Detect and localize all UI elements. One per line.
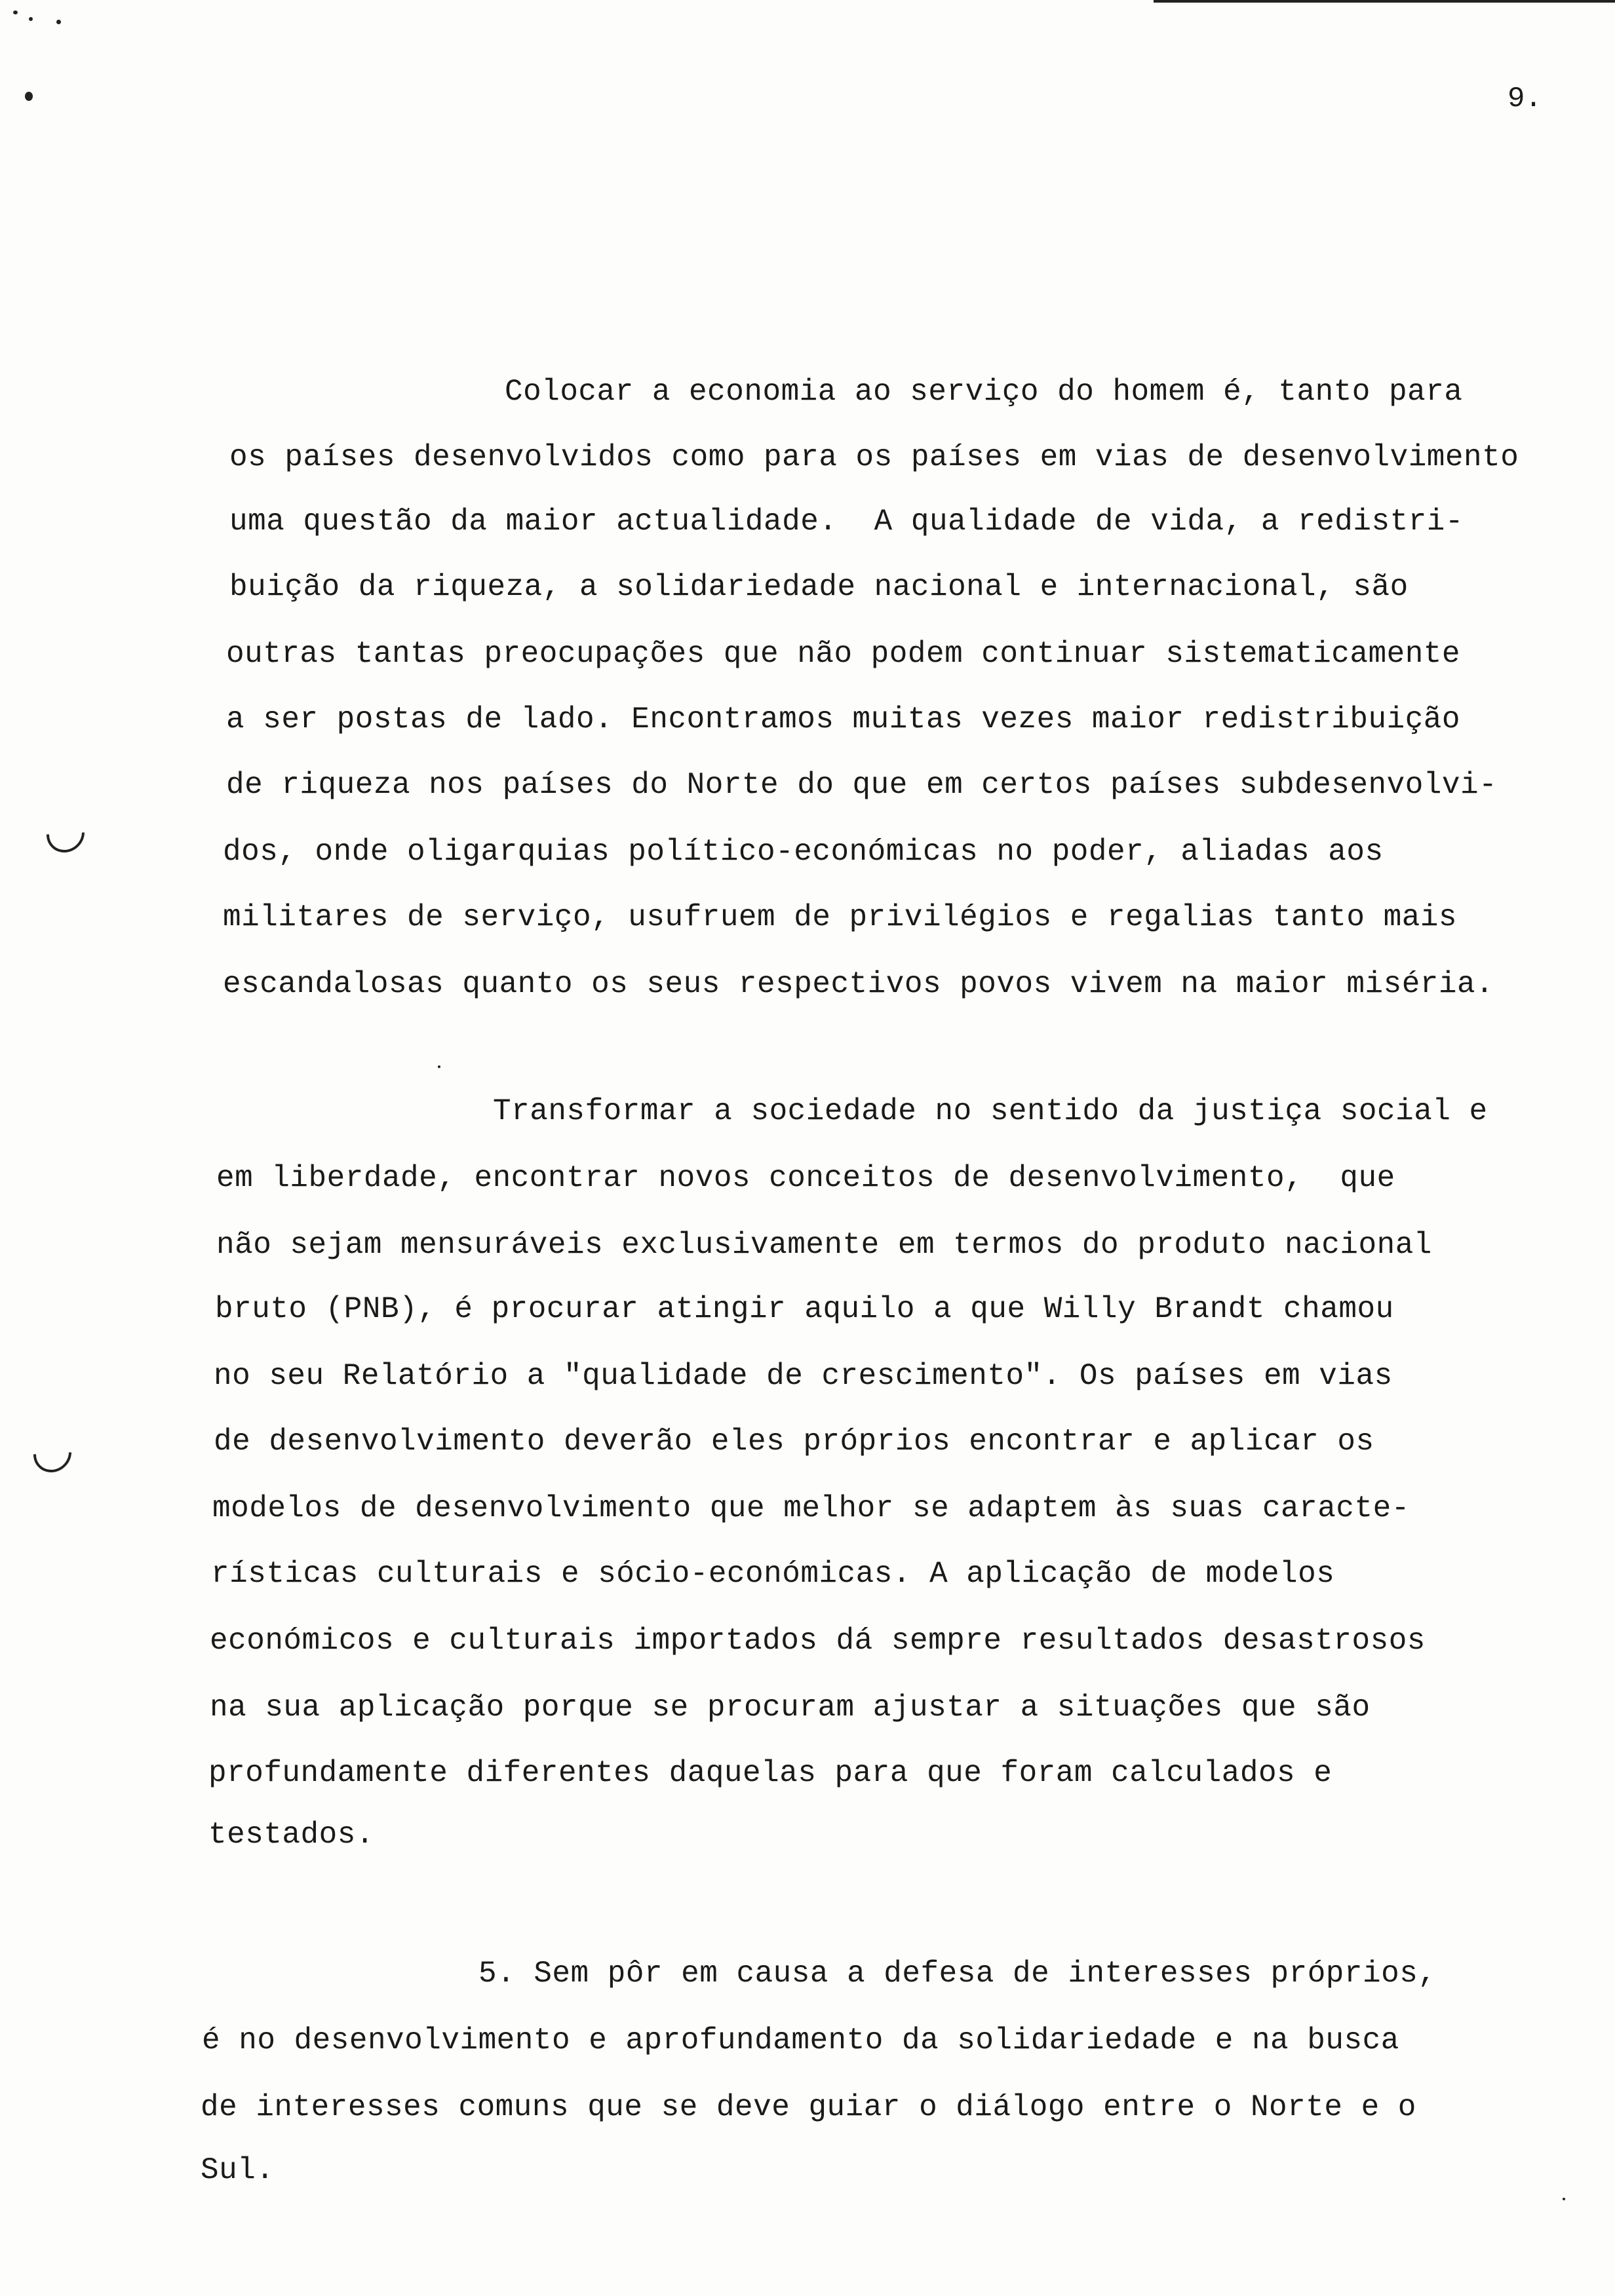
- top-edge-rule: [1154, 0, 1615, 3]
- text-line: não sejam mensuráveis exclusivamente em termos do produto nacional: [216, 1228, 1432, 1262]
- text-line: Colocar a economia ao serviço do homem é, tanto para: [505, 375, 1463, 409]
- text-line: no seu Relatório a "qualidade de crescimento". Os países em vias: [214, 1359, 1393, 1393]
- text-line: na sua aplicação porque se procuram ajustar a situações que são: [210, 1691, 1371, 1725]
- text-line: de interesses comuns que se deve guiar o diálogo entre o Norte e o: [201, 2090, 1416, 2124]
- text-line: rísticas culturais e sócio-económicas. A aplicação de modelos: [211, 1557, 1335, 1591]
- punch-hole-mark: [39, 807, 92, 860]
- text-line: a ser postas de lado. Encontramos muitas vezes maior redistribuição: [226, 702, 1461, 737]
- text-line: de desenvolvimento deverão eles próprios encontrar e aplicar os: [214, 1425, 1374, 1459]
- text-line: outras tantas preocupações que não podem continuar sistematicamente: [226, 637, 1461, 671]
- text-line: militares de serviço, usufruem de privilégios e regalias tanto mais: [223, 900, 1458, 934]
- ink-speck: [56, 20, 61, 24]
- text-line: Sul.: [201, 2153, 275, 2187]
- ink-speck: [438, 1065, 440, 1068]
- text-line: dos, onde oligarquias político-económicas no poder, aliadas aos: [223, 835, 1384, 869]
- text-line: uma questão da maior actualidade. A qualidade de vida, a redistri-: [229, 505, 1464, 539]
- ink-speck: [29, 17, 33, 21]
- text-line: os países desenvolvidos como para os países em vias de desenvolvimento: [229, 440, 1519, 474]
- ink-speck: [1563, 2198, 1565, 2200]
- text-line: profundamente diferentes daquelas para que foram calculados e: [208, 1756, 1333, 1790]
- text-line: escandalosas quanto os seus respectivos povos vivem na maior miséria.: [223, 967, 1494, 1001]
- text-line: em liberdade, encontrar novos conceitos de desenvolvimento, que: [216, 1161, 1395, 1195]
- text-line: é no desenvolvimento e aprofundamento da solidariedade e na busca: [202, 2023, 1399, 2057]
- ink-speck: [13, 10, 18, 14]
- text-line: Transformar a sociedade no sentido da justiça social e: [493, 1094, 1488, 1128]
- text-line: modelos de desenvolvimento que melhor se adaptem às suas caracte-: [212, 1491, 1410, 1525]
- text-line: buição da riqueza, a solidariedade nacional e internacional, são: [229, 570, 1409, 604]
- text-line: económicos e culturais importados dá sempre resultados desastrosos: [210, 1624, 1426, 1658]
- text-line: 5. Sem pôr em causa a defesa de interesses próprios,: [478, 1957, 1437, 1991]
- punch-hole-mark: [26, 1426, 79, 1480]
- ink-dot: [25, 92, 33, 101]
- text-line: de riqueza nos países do Norte do que em certos países subdesenvolvi-: [226, 768, 1498, 802]
- text-line: testados.: [208, 1818, 374, 1852]
- page-number: 9.: [1508, 83, 1542, 115]
- text-line: bruto (PNB), é procurar atingir aquilo a que Willy Brandt chamou: [215, 1292, 1394, 1326]
